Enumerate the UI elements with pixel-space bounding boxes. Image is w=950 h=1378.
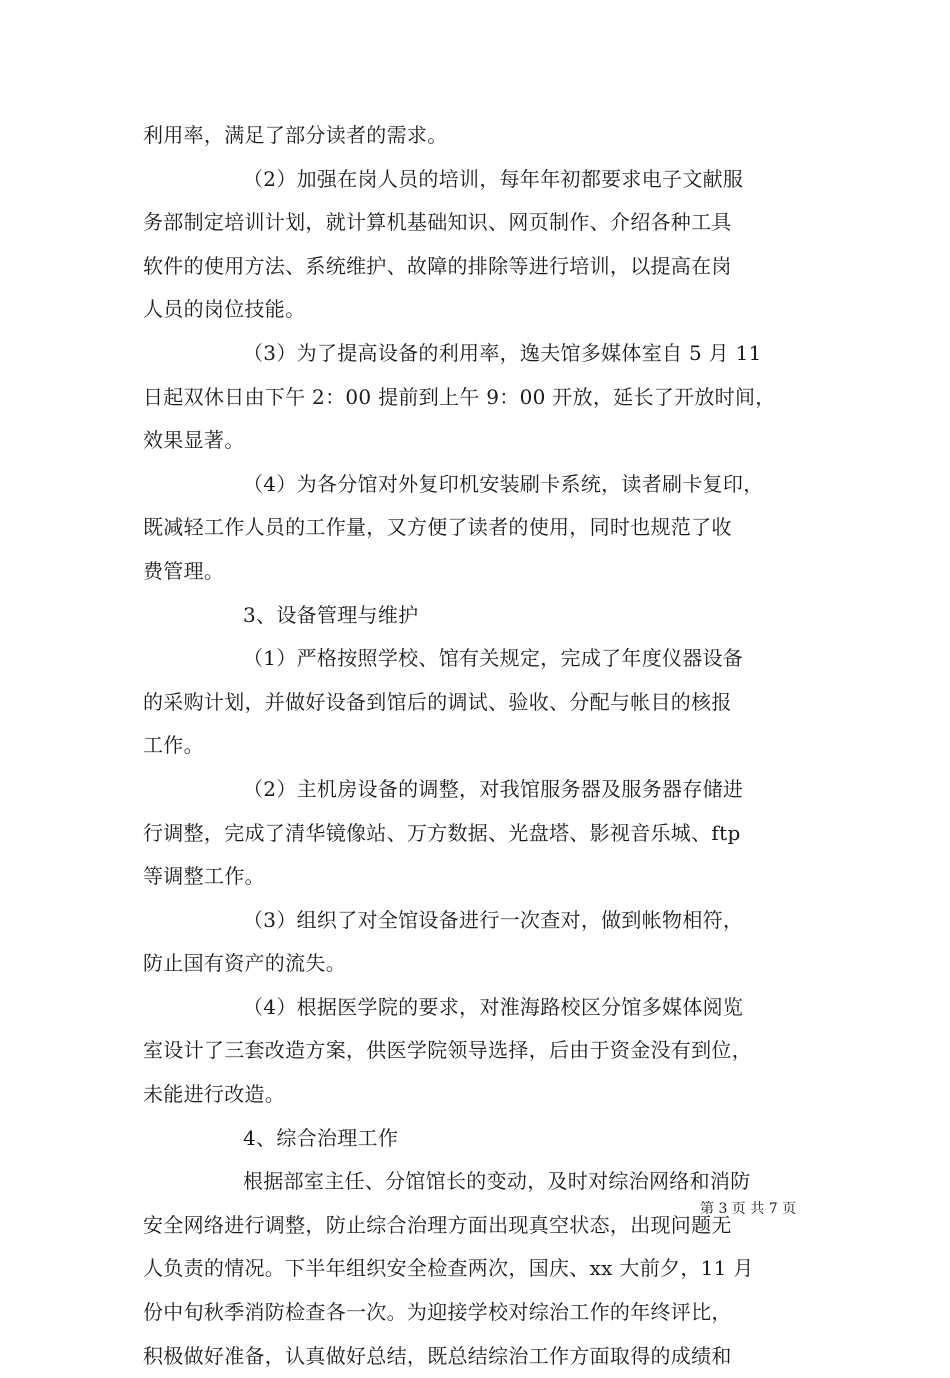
paragraph-start-line: 3、设备管理与维护 <box>243 602 419 627</box>
text-line: 防止国有资产的流失。 <box>143 951 346 976</box>
text-line: 工作。 <box>143 733 204 758</box>
text-line: 积极做好准备，认真做好总结，既总结综治工作方面取得的成绩和 <box>143 1343 732 1368</box>
paragraph-start-line: （1）严格按照学校、馆有关规定，完成了年度仪器设备 <box>243 646 744 671</box>
text-line: 既减轻工作人员的工作量，又方便了读者的使用，同时也规范了收 <box>143 515 732 540</box>
paragraph-start-line: （4）为各分馆对外复印机安装刷卡系统，读者刷卡复印， <box>243 471 764 496</box>
paragraph-start-line: 根据部室主任、分馆馆长的变动，及时对综治网络和消防 <box>243 1169 751 1194</box>
text-line: 的采购计划，并做好设备到馆后的调试、验收、分配与帐目的核报 <box>143 689 732 714</box>
paragraph-start-line: （3）组织了对全馆设备进行一次查对，做到帐物相符， <box>243 907 744 932</box>
text-line: 利用率，满足了部分读者的需求。 <box>143 123 448 147</box>
text-line: 软件的使用方法、系统维护、故障的排除等进行培训，以提高在岗 <box>143 253 732 278</box>
document-body <box>143 114 808 1378</box>
text-line: 份中旬秋季消防检查各一次。为迎接学校对综治工作的年终评比， <box>143 1300 732 1325</box>
paragraph-start-line: （4）根据医学院的要求，对淮海路校区分馆多媒体阅览 <box>243 994 744 1019</box>
text-line: 安全网络进行调整，防止综合治理方面出现真空状态，出现问题无 <box>143 1212 732 1237</box>
paragraph-start-line: （3）为了提高设备的利用率，逸夫馆多媒体室自 5 月 11 <box>243 340 762 365</box>
text-line: 行调整，完成了清华镜像站、万方数据、光盘塔、影视音乐城、ftp <box>143 820 741 845</box>
text-line: 未能进行改造。 <box>143 1082 286 1107</box>
text-line: 日起双休日由下午 2：00 提前到上午 9：00 开放，延长了开放时间， <box>143 384 776 409</box>
text-line: 务部制定培训计划，就计算机基础知识、网页制作、介绍各种工具 <box>143 210 732 235</box>
text-line: 室设计了三套改造方案，供医学院领导选择，后由于资金没有到位， <box>143 1038 752 1063</box>
paragraph-start-line: 4、综合治理工作 <box>243 1125 399 1150</box>
text-line: 等调整工作。 <box>143 864 265 889</box>
paragraph-start-line: （2）主机房设备的调整，对我馆服务器及服务器存储进 <box>243 776 744 801</box>
text-line: 人员的岗位技能。 <box>143 297 306 322</box>
text-line: 效果显著。 <box>143 428 245 453</box>
text-line: 费管理。 <box>143 558 225 583</box>
page-number-footer: 第 3 页 共 7 页 <box>700 1201 797 1217</box>
paragraph-start-line: （2）加强在岗人员的培训，每年年初都要求电子文献服 <box>243 166 744 191</box>
text-line: 人负责的情况。下半年组织安全检查两次，国庆、xx 大前夕，11 月 <box>143 1256 754 1281</box>
